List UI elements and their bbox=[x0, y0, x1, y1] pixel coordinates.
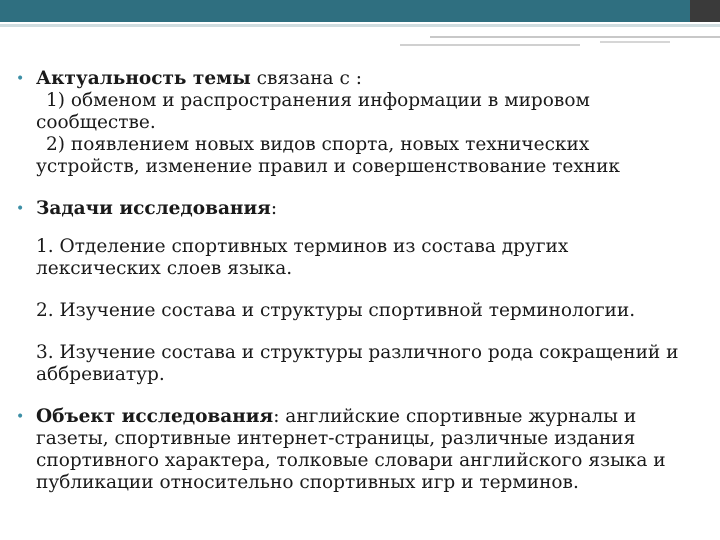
bullet-item-tasks bbox=[16, 198, 706, 386]
decor-line bbox=[600, 41, 670, 43]
task-line: лексических слоев языка. bbox=[36, 258, 293, 279]
header-band bbox=[0, 0, 720, 22]
item-title: Задачи исследования bbox=[36, 198, 271, 219]
item-line: публикации относительно спортивных игр и терминов. bbox=[36, 472, 579, 493]
item-line: 2) появлением новых видов спорта, новых технических bbox=[46, 134, 590, 155]
header-corner-block bbox=[690, 0, 720, 22]
item-line: сообществе. bbox=[36, 112, 156, 133]
item-text: : bbox=[270, 198, 278, 219]
item-title: Актуальность темы bbox=[36, 68, 251, 89]
decor-line bbox=[0, 24, 720, 27]
bullet-icon: • bbox=[16, 71, 25, 87]
task-line: аббревиатур. bbox=[36, 364, 165, 385]
bullet-icon: • bbox=[16, 409, 25, 425]
bullet-icon: • bbox=[16, 201, 25, 217]
slide-content bbox=[16, 68, 706, 494]
item-line: устройств, изменение правил и совершенствование техник bbox=[36, 156, 620, 177]
item-line: 1) обменом и распространения информации в мировом bbox=[46, 90, 590, 111]
item-title: Объект исследования bbox=[36, 406, 274, 427]
task-line: 2. Изучение состава и структуры спортивной терминологии. bbox=[36, 300, 636, 321]
item-text: связана с : bbox=[250, 68, 362, 89]
bullet-item-relevance bbox=[16, 68, 706, 178]
item-line: газеты, спортивные интернет-страницы, различные издания bbox=[36, 428, 636, 449]
task-line: 1. Отделение спортивных терминов из состава других bbox=[36, 236, 569, 257]
bullet-item-object bbox=[16, 406, 706, 494]
decor-line bbox=[400, 44, 580, 46]
task-line: 3. Изучение состава и структуры различного рода сокращений и bbox=[36, 342, 679, 363]
item-text: : английские спортивные журналы и bbox=[273, 406, 637, 427]
item-line: спортивного характера, толковые словари английского языка и bbox=[36, 450, 666, 471]
decor-line bbox=[430, 36, 720, 38]
